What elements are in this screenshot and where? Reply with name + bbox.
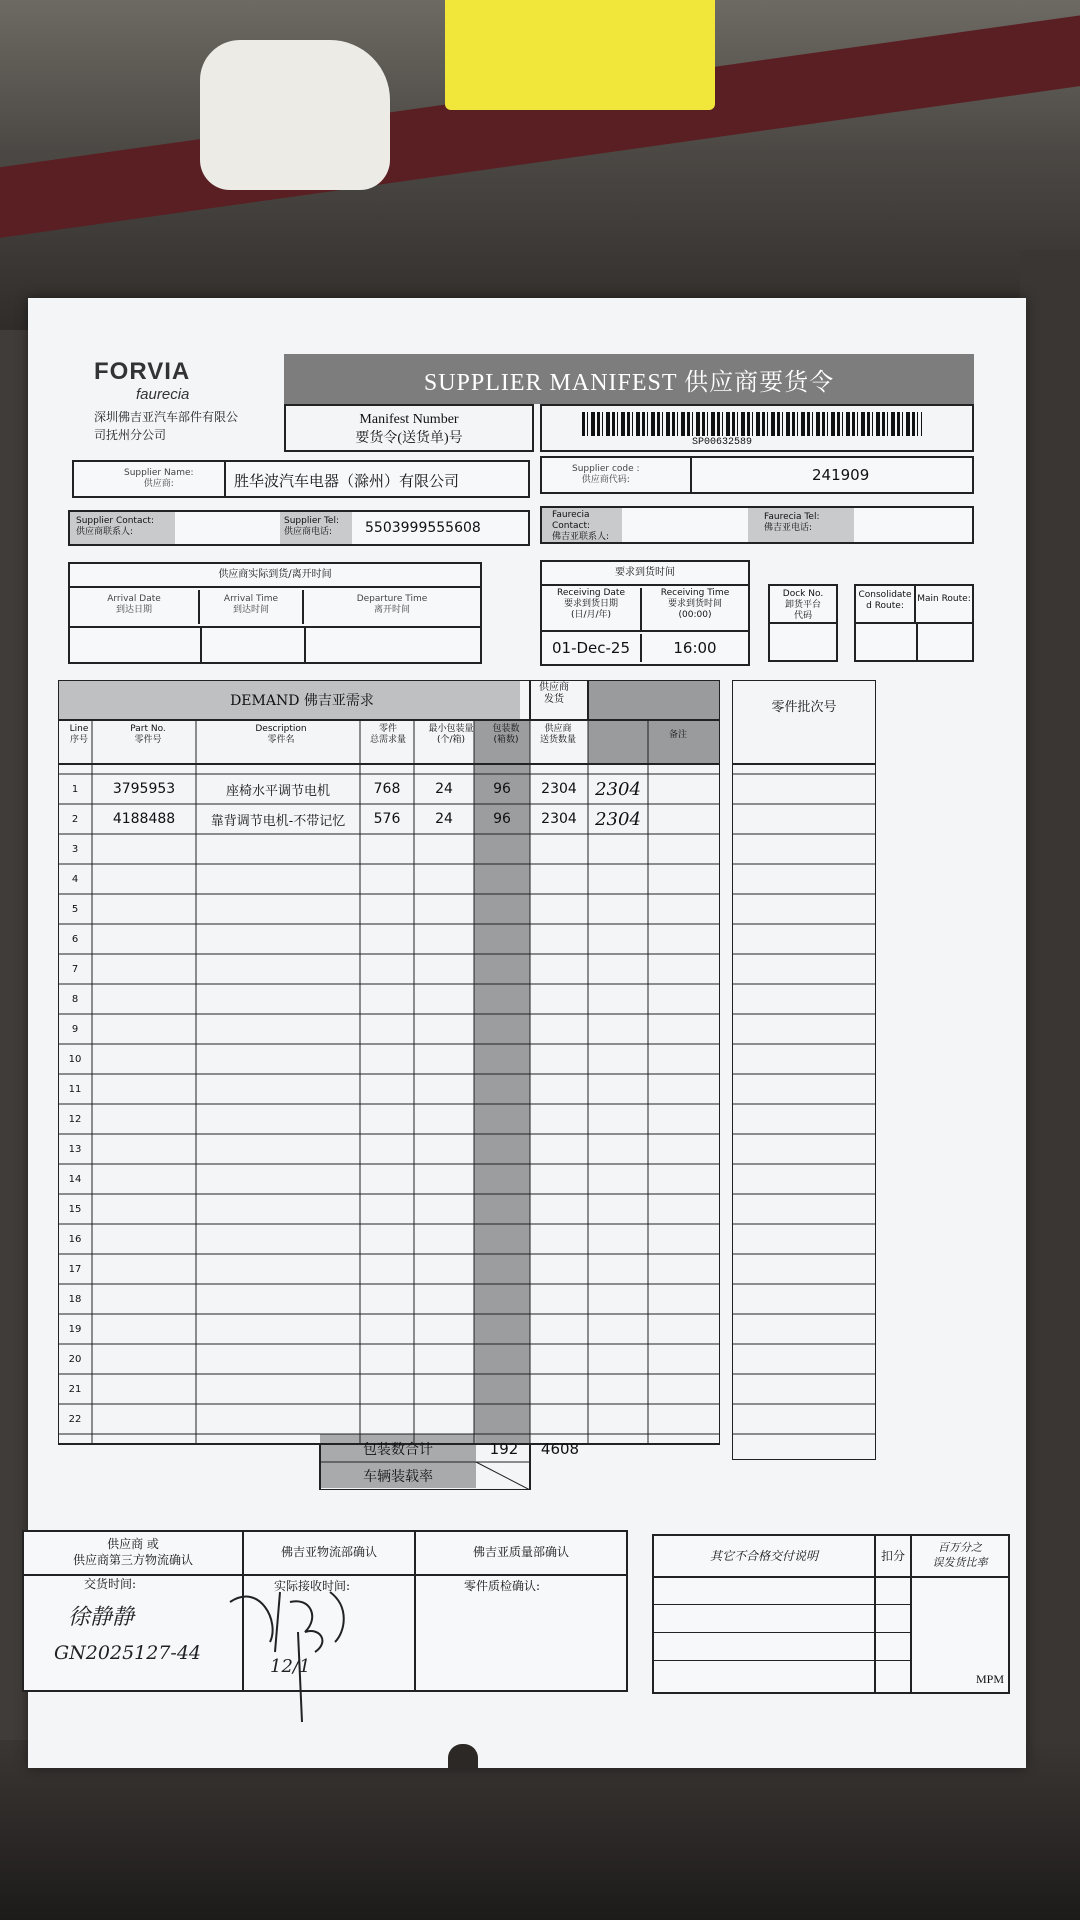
departure-time-label (304, 590, 480, 624)
mpm-label: MPM (976, 1672, 1005, 1686)
faurecia-tel-label-cn: 佛吉亚电话: (764, 523, 813, 533)
required-times-title: 要求到货时间 (542, 562, 748, 586)
supplier-confirm-l1: 供应商 或 (107, 1537, 159, 1551)
col-total-header (358, 724, 418, 746)
col-part-cn: 零件号 (134, 735, 162, 745)
ppm-l1: 百万分之 (938, 1541, 982, 1554)
col-line-header (64, 724, 94, 746)
arrival-date-cn: 到达日期 (115, 605, 152, 615)
supplier-tel-label-cn: 供应商电话: (284, 527, 333, 537)
dock-label (770, 586, 836, 624)
manifest-number-label (284, 404, 534, 452)
other-nc-header: 其它不合格交付说明 (709, 1549, 818, 1563)
dock-box (768, 584, 838, 662)
supplier-name-label-en: Supplier Name: (124, 468, 194, 478)
col-part-header (98, 724, 198, 746)
row-line-number: 12 (68, 1113, 82, 1125)
signature-code: GN2025127-44 (54, 1642, 202, 1664)
col-desc-en: Description (255, 724, 307, 734)
supplier-code-value: 241909 (812, 466, 870, 484)
supplier-confirm-l2: 供应商第三方物流确认 (72, 1553, 193, 1567)
row-min-pack: 24 (435, 811, 453, 827)
row-line-number: 2 (71, 813, 79, 825)
receiving-date-value: 01-Dec-25 (542, 634, 642, 662)
total-pkgs: 192 (489, 1440, 519, 1458)
logistics-confirm-header: 佛吉亚物流部确认 (280, 1545, 377, 1559)
signature-name: 徐静静 (68, 1605, 135, 1630)
row-part-no: 4188488 (112, 811, 176, 827)
faurecia-tel-label-en: Faurecia Tel: (764, 512, 820, 522)
delivery-time-label: 交货时间: (84, 1577, 137, 1591)
row-line-number: 6 (71, 933, 79, 945)
row-line-number: 17 (68, 1263, 82, 1275)
actual-times-title: 供应商实际到货/离开时间 (70, 564, 480, 588)
col-line-cn: 序号 (69, 735, 88, 745)
lot-grid (732, 680, 876, 1460)
logistics-sign-date: 12/1 (270, 1656, 311, 1677)
row-description: 座椅水平调节电机 (225, 783, 330, 799)
col-minpack-cn-2: (个/箱) (436, 735, 466, 745)
load-rate-label: 车辆装载率 (363, 1469, 433, 1485)
row-min-pack: 24 (435, 781, 453, 797)
consolidated-route-label: Consolidate d Route: (856, 586, 916, 624)
supplier-contact-label-cn: 供应商联系人: (76, 527, 134, 537)
row-handwritten-qty: 2304 (595, 808, 641, 830)
required-times-box (540, 560, 750, 666)
row-line-number: 8 (71, 993, 79, 1005)
row-line-number: 18 (68, 1293, 82, 1305)
row-line-number: 13 (68, 1143, 82, 1155)
receiving-date-cn: 要求到货日期 (563, 599, 618, 609)
deduct-header: 扣分 (880, 1549, 905, 1563)
col-supqty-cn-1: 供应商 (544, 724, 572, 734)
demand-table (58, 680, 720, 1490)
arrival-time-cn: 到达时间 (232, 605, 269, 615)
row-line-number: 22 (68, 1413, 82, 1425)
departure-time-cn: 离开时间 (373, 605, 410, 615)
dock-en: Dock No. (782, 589, 824, 599)
seat-right (1020, 250, 1080, 1750)
col-line-en: Line (69, 724, 89, 734)
logo-sub: faurecia (136, 386, 190, 403)
company-line-1: 深圳佛吉亚汽车部件有限公 (94, 410, 239, 424)
supplier-tel-label-en: Supplier Tel: (284, 516, 339, 526)
total-label: 包装数合计 (363, 1442, 433, 1458)
col-supqty-header (528, 724, 588, 746)
row-supplier-qty: 2304 (541, 781, 577, 797)
company-line-2: 司抚州分公司 (94, 428, 167, 442)
row-line-number: 5 (71, 903, 79, 915)
supplier-ship-header: 供应商 发货 (539, 682, 569, 705)
manifest-paper (28, 298, 1026, 1768)
col-pkgcount-header (478, 724, 534, 746)
faurecia-contact-label-cn: 佛吉亚联系人: (552, 532, 610, 542)
confirm-box (22, 1530, 628, 1692)
row-line-number: 1 (71, 783, 79, 795)
arrival-time-en: Arrival Time (223, 594, 279, 604)
page-title: SUPPLIER MANIFEST 供应商要货令 (284, 354, 974, 404)
actual-times-box (68, 562, 482, 664)
logo-brand: FORVIA (94, 358, 191, 385)
paper-tear (448, 1744, 478, 1768)
row-total-demand: 576 (373, 811, 401, 827)
lot-table (732, 680, 876, 1460)
row-pkg-count: 96 (493, 811, 511, 827)
col-remark-header: 备注 (668, 730, 687, 740)
remark-header-shade (588, 680, 720, 764)
faurecia-contact-label (542, 508, 622, 542)
row-line-number: 21 (68, 1383, 82, 1395)
ppm-l2: 误发货比率 (932, 1556, 988, 1569)
supplier-tel-label (280, 512, 352, 544)
supplier-code-label-cn: 供应商代码: (581, 475, 630, 485)
receiving-date-en: Receiving Date (557, 588, 625, 598)
dock-cn-1: 卸货平台 (784, 600, 821, 610)
dock-cn-2: 代码 (793, 611, 812, 621)
ppm-header (912, 1540, 1008, 1570)
row-line-number: 7 (71, 963, 79, 975)
faurecia-contact-box (540, 506, 974, 544)
receiving-time-cn: 要求到货时间 (667, 599, 722, 609)
barcode (582, 412, 922, 436)
total-qty: 4608 (540, 1440, 580, 1458)
receiving-time-value: 16:00 (673, 639, 717, 657)
row-line-number: 20 (68, 1353, 82, 1365)
faurecia-tel-label (748, 508, 854, 542)
row-line-number: 15 (68, 1203, 82, 1215)
col-minpack-header (416, 724, 486, 746)
supplier-contact-label-en: Supplier Contact: (76, 516, 154, 526)
barcode-text: SP00632589 (692, 437, 753, 448)
barcode-box (540, 404, 974, 452)
row-line-number: 16 (68, 1233, 82, 1245)
load-rate-slash (476, 1462, 530, 1490)
supplier-name-value: 胜华波汽车电器（滁州）有限公司 (234, 472, 460, 490)
row-line-number: 14 (68, 1173, 82, 1185)
main-route-label: Main Route: (916, 586, 972, 624)
row-line-number: 19 (68, 1323, 82, 1335)
receiving-time-en: Receiving Time (660, 588, 730, 598)
faurecia-contact-label-en: Faurecia Contact: (552, 510, 591, 531)
row-handwritten-qty: 2304 (595, 778, 641, 800)
receiving-date-fmt: (日/月/年) (570, 610, 612, 620)
departure-time-en: Departure Time (356, 594, 428, 604)
company-name (94, 408, 284, 444)
col-supqty-cn-2: 送货数量 (539, 735, 576, 745)
supplier-tel-value: 5503999555608 (365, 520, 481, 536)
white-object (200, 40, 390, 190)
col-desc-header (206, 724, 356, 746)
row-pkg-count: 96 (493, 781, 511, 797)
forvia-logo (94, 358, 284, 454)
col-minpack-cn-1: 最小包装量 (428, 724, 474, 734)
row-supplier-qty: 2304 (541, 811, 577, 827)
actual-receive-label: 实际接收时间: (274, 1579, 351, 1593)
row-line-number: 10 (68, 1053, 82, 1065)
quality-check-label: 零件质检确认: (464, 1579, 541, 1593)
col-desc-cn: 零件名 (267, 735, 295, 745)
receiving-time-fmt: (00:00) (678, 610, 712, 620)
row-description: 靠背调节电机-不带记忆 (210, 813, 346, 829)
supplier-contact-label (70, 512, 175, 544)
row-line-number: 11 (68, 1083, 82, 1095)
supplier-name-label-cn: 供应商: (143, 479, 174, 489)
supplier-name-label (124, 468, 194, 490)
col-pkgcount-cn-1: 包装数 (492, 724, 520, 734)
supplier-confirm-header (24, 1536, 242, 1568)
supplier-code-label (572, 464, 640, 486)
row-part-no: 3795953 (112, 781, 176, 797)
lot-no-header: 零件批次号 (771, 700, 837, 715)
arrival-date-label (70, 590, 200, 624)
supplier-name-box (72, 460, 530, 498)
col-pkgcount-cn-2: (箱数) (493, 735, 519, 745)
quality-confirm-header: 佛吉亚质量部确认 (472, 1545, 569, 1559)
row-line-number: 9 (71, 1023, 79, 1035)
yellow-object (445, 0, 715, 110)
supplier-code-label-en: Supplier code : (572, 464, 640, 474)
col-total-cn-2: 总需求量 (369, 735, 406, 745)
manifest-number-en: Manifest Number (359, 412, 459, 427)
manifest-number-cn: 要货令(送货单)号 (355, 431, 463, 446)
arrival-time-label (200, 590, 304, 624)
row-line-number: 3 (71, 843, 79, 855)
nc-box (652, 1534, 1010, 1694)
logistics-signature (220, 1572, 380, 1722)
row-line-number: 4 (71, 873, 79, 885)
supplier-code-box (540, 456, 974, 494)
supplier-contact-box (68, 510, 530, 546)
route-box (854, 584, 974, 662)
arrival-date-en: Arrival Date (107, 594, 161, 604)
demand-title: DEMAND 佛吉亚需求 (230, 693, 374, 709)
receiving-time-label (642, 588, 748, 630)
col-total-cn-1: 零件 (378, 724, 397, 734)
row-total-demand: 768 (373, 781, 401, 797)
receiving-date-label (542, 588, 642, 630)
col-part-en: Part No. (130, 724, 166, 734)
